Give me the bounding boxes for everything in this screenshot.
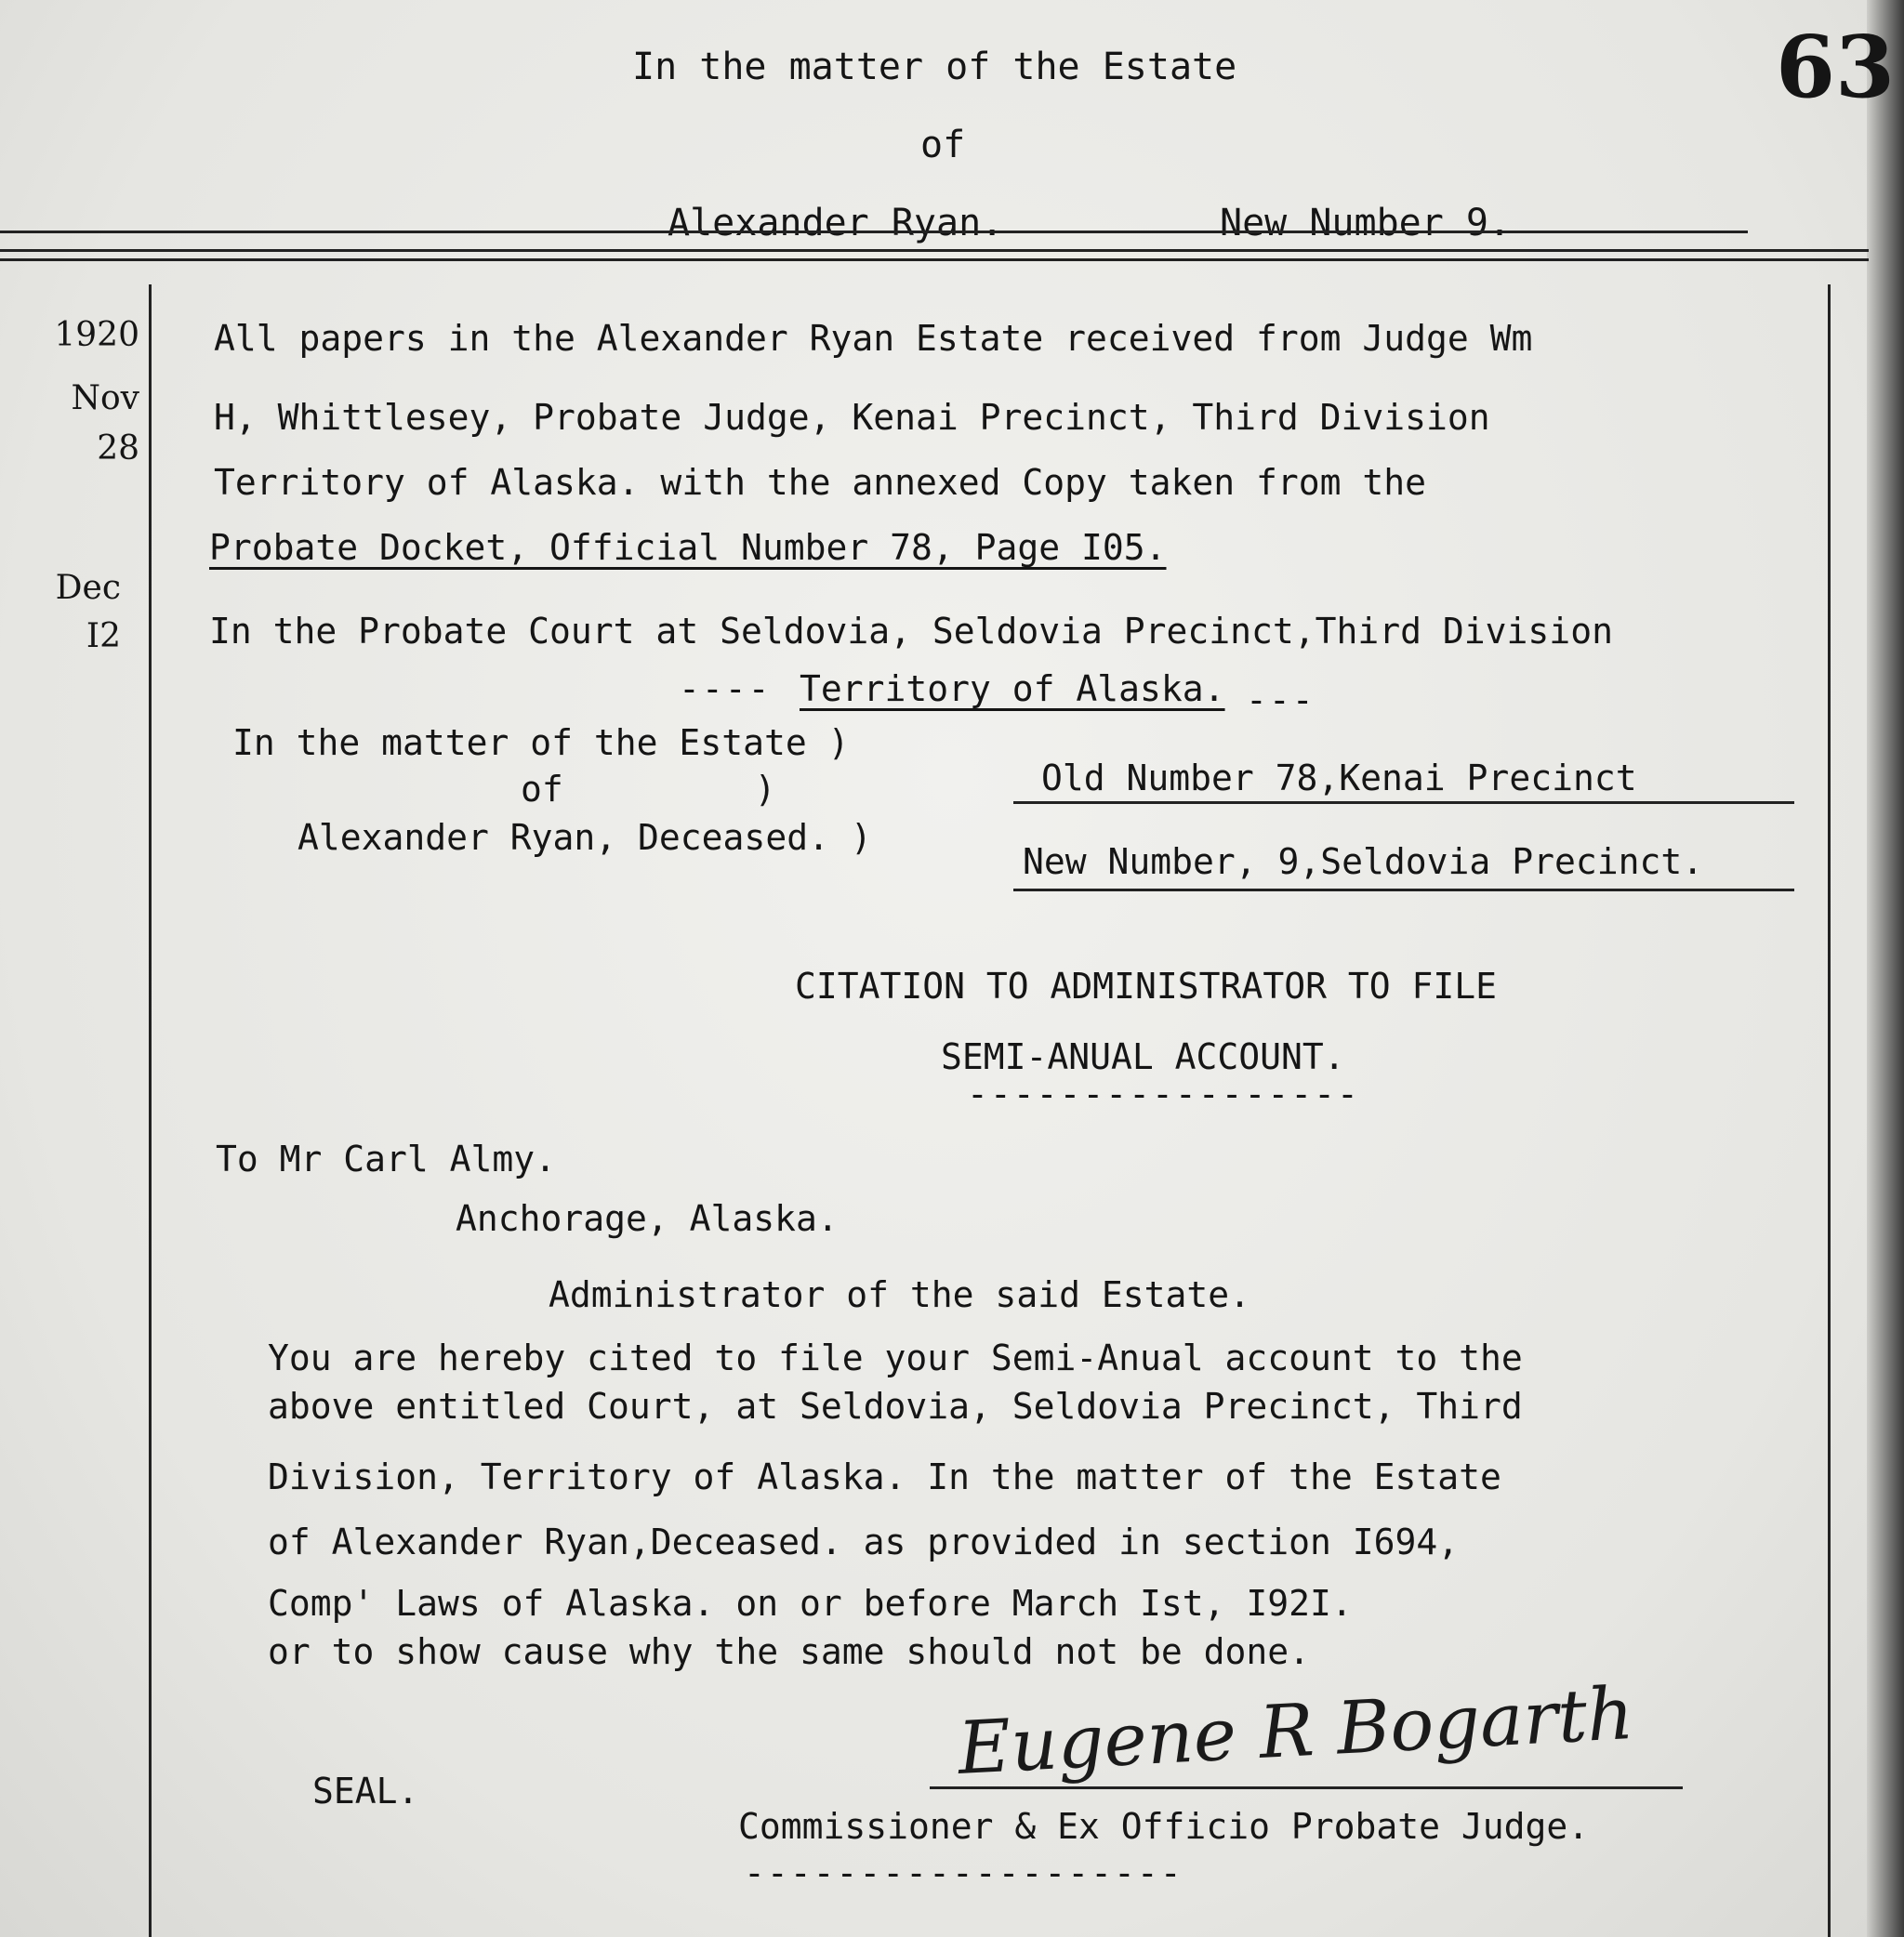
date-month-2: Dec [55,569,121,607]
date-month-1: Nov [71,379,139,417]
date-day-1: 28 [97,429,139,468]
header-new-number: New Number 9. [1220,202,1512,244]
dash-right: --- [1246,679,1316,720]
signatory-title: Commissioner & Ex Officio Probate Judge. [738,1806,1590,1847]
citation-title-1: CITATION TO ADMINISTRATOR TO FILE [795,966,1497,1007]
body-line-5: Comp' Laws of Alaska. on or before March Ist, I92I. [268,1583,1353,1624]
caption-line-2: of ) [521,769,776,810]
dash-left: ---- [679,668,772,709]
date-year: 1920 [54,316,139,354]
page-edge-shadow [1867,0,1904,1937]
old-number-rule [1013,801,1794,804]
body-line-3: Division, Territory of Alaska. In the matter of the Estate [268,1456,1501,1497]
entry-line-2: H, Whittlesey, Probate Judge, Kenai Precinct, Third Division [214,397,1490,438]
header-line2: of [920,124,966,166]
body-line-2: above entitled Court, at Seldovia, Seldovia Precinct, Third [268,1386,1523,1427]
caption-line-1: In the matter of the Estate ) [232,722,850,763]
administrator-role: Administrator of the said Estate. [549,1274,1250,1315]
citation-title-2: SEMI-ANUAL ACCOUNT. [941,1036,1345,1077]
court-line-2: Territory of Alaska. [800,668,1225,709]
header-line1: In the matter of the Estate [632,46,1237,88]
page-number: 63 [1776,17,1896,117]
signature-rule [930,1786,1683,1789]
header-rule-3 [0,258,1869,261]
entry-line-1: All papers in the Alexander Ryan Estate received from Judge Wm [214,318,1533,359]
signature: Eugene R Bogarth [956,1672,1636,1791]
seal-label: SEAL. [312,1771,419,1812]
header-rule-2 [0,249,1869,252]
footer-dashes: ------------------- [744,1852,1183,1893]
date-day-2: I2 [86,617,121,655]
body-line-4: of Alexander Ryan,Deceased. as provided in section I694, [268,1522,1460,1562]
old-number: Old Number 78,Kenai Precinct [1041,758,1637,798]
body-line-6: or to show cause why the same should not be done. [268,1631,1311,1672]
new-number: New Number, 9,Seldovia Precinct. [1023,841,1704,882]
header-rule-1 [0,231,1748,233]
new-number-rule [1013,889,1794,891]
header-name: Alexander Ryan. [668,202,1004,244]
entry-line-4: Probate Docket, Official Number 78, Page I05. [209,527,1167,568]
addressee: To Mr Carl Almy. [216,1139,557,1179]
court-line-1: In the Probate Court at Seldovia, Seldovia Precinct,Third Division [209,611,1613,652]
address: Anchorage, Alaska. [456,1198,839,1239]
right-margin-rule [1828,284,1831,1937]
citation-title-dashes: ----------------- [967,1074,1360,1114]
entry-line-3: Territory of Alaska. with the annexed Copy taken from the [214,462,1427,503]
date-column-rule [149,284,152,1937]
body-line-1: You are hereby cited to file your Semi-Anual account to the [268,1337,1523,1378]
caption-line-3: Alexander Ryan, Deceased. ) [298,817,872,858]
